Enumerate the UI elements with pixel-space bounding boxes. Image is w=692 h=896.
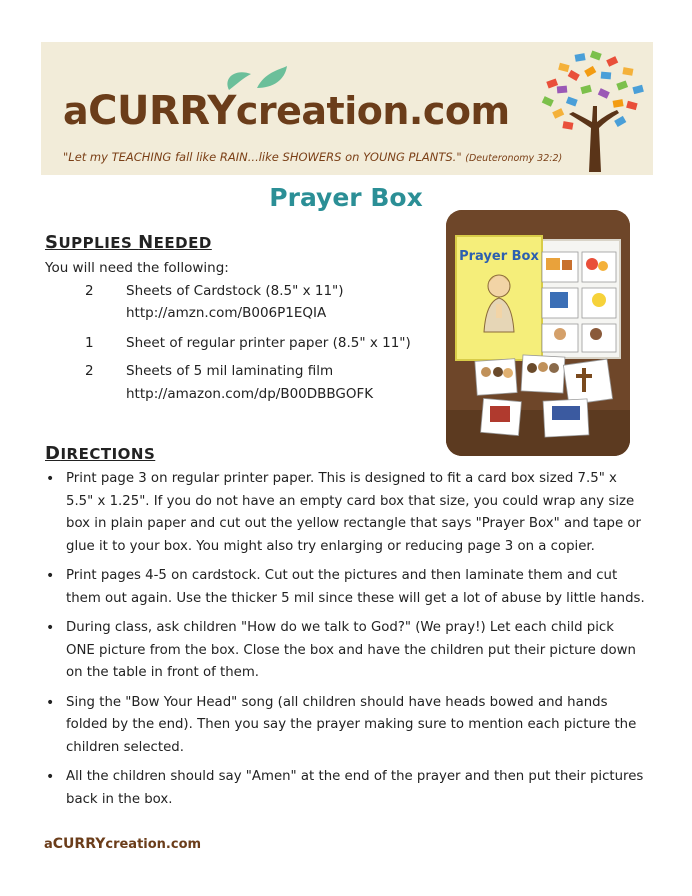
list-item: • Sing the "Bow Your Head" song (all children should have heads bowed and hands folded by the end). Then you say the prayer making sure to mention each picture the children selected. [45,692,645,760]
box-label: Prayer Box [459,249,539,264]
header-banner [41,42,653,175]
supplies-intro: You will need the following: [45,260,229,276]
prayer-box-photo [446,210,630,456]
directions-heading: DIRECTIONS [45,443,156,464]
supply-link[interactable]: http://amzn.com/B006P1EQIA [126,305,327,321]
logo-curry: CURRY [88,88,236,134]
list-item: • Print page 3 on regular printer paper. This is designed to fit a card box sized 7.5" x 5.5" x 1.25". If you do not have an empty card box that size, you could wrap any size box in plain paper and cut out the yellow rectangle that says "Prayer Box" and tape or glue it to your box. You might also try enlarging or reducing page 3 on a copier. [45,468,645,558]
page-title: Prayer Box [269,183,423,212]
supply-qty: 2 [85,363,94,379]
site-logo[interactable] [63,88,510,134]
tagline-reference: (Deuteronomy 32:2) [465,153,563,164]
supplies-heading: SUPPLIES NEEDED [45,232,212,253]
list-item: • All the children should say "Amen" at the end of the prayer and then put their pictures back in the box. [45,766,645,811]
supply-link[interactable]: http://amazon.com/dp/B00DBBGOFK [126,386,374,402]
directions-list [45,468,645,818]
logo-prefix: a [63,89,89,133]
prayer-box-illustration [446,210,630,456]
logo-suffix: creation.com [235,89,510,133]
tagline [63,150,562,164]
footer-logo[interactable]: aCURRYcreation.com [44,836,202,852]
list-item: • During class, ask children "How do we talk to God?" (We pray!) Let each child pick ONE picture from the box. Close the box and have the children put their picture down on the table in front of them. [45,617,645,685]
book-tree-icon [539,50,649,172]
supply-name: Sheet of regular printer paper (8.5" x 11") [126,335,411,351]
supply-qty: 1 [85,335,94,351]
list-item: • Print pages 4-5 on cardstock. Cut out the pictures and then laminate them and cut them out again. Use the thicker 5 mil since these will get a lot of abuse by little hands. [45,565,645,610]
supply-qty: 2 [85,283,94,299]
supply-name: Sheets of 5 mil laminating film [126,363,334,379]
supply-name: Sheets of Cardstock (8.5" x 11") [126,283,344,299]
tagline-quote: "Let my TEACHING fall like RAIN...like SHOWERS on YOUNG PLANTS." [63,150,462,164]
